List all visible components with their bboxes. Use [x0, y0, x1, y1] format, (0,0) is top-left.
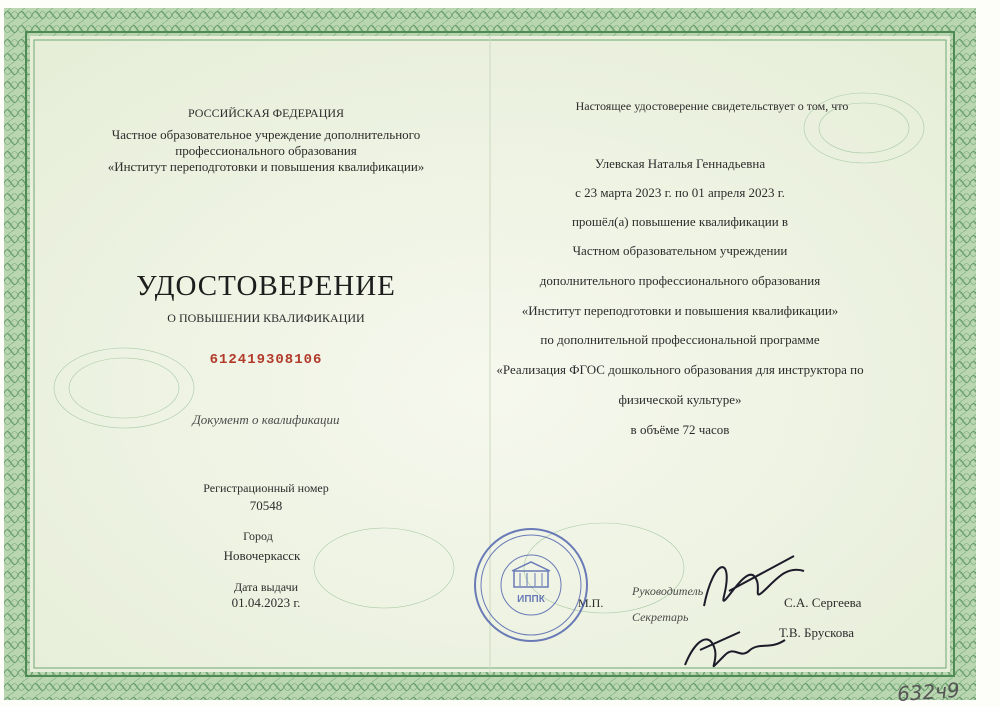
- director-signature: [694, 546, 814, 626]
- document-subtitle: О ПОВЫШЕНИИ КВАЛИФИКАЦИИ: [167, 311, 365, 325]
- course-dates: с 23 марта 2023 г. по 01 апреля 2023 г.: [575, 185, 785, 200]
- completion-text: прошёл(а) повышение квалификации в: [571, 214, 789, 229]
- secretary-name: Т.В. Брускова: [779, 625, 855, 640]
- left-page: [4, 8, 490, 700]
- institution-seal: [472, 526, 590, 644]
- handwritten-number: 632ч9: [896, 677, 961, 707]
- issue-date-label: Дата выдачи: [233, 580, 299, 594]
- document-title: УДОСТОВЕРЕНИЕ: [136, 270, 396, 302]
- svg-text:ИППК: ИППК: [517, 594, 545, 605]
- intro-text: Настоящее удостоверение свидетельствует о том, что: [575, 99, 849, 113]
- program-intro: по дополнительной профессиональной программе: [540, 332, 820, 347]
- mp-label: М.П.: [578, 596, 604, 610]
- org-name-line2: профессионального образования: [175, 143, 357, 158]
- director-name: С.А. Сергеева: [784, 595, 862, 610]
- program-name-line1: «Реализация ФГОС дошкольного образования для инструктора по: [496, 362, 864, 377]
- issue-date-value: 01.04.2023 г.: [231, 595, 301, 610]
- country-label: РОССИЙСКАЯ ФЕДЕРАЦИЯ: [187, 106, 345, 120]
- institution-line3: «Институт переподготовки и повышения квалификации»: [521, 303, 839, 318]
- city-label: Город: [243, 529, 273, 543]
- certificate-sheet: [4, 8, 976, 707]
- serial-number: 612419308106: [209, 352, 323, 368]
- institution-line2: дополнительного профессионального образования: [539, 273, 821, 288]
- holder-name: Улевская Наталья Геннадьевна: [594, 156, 766, 171]
- registration-label: Регистрационный номер: [203, 481, 329, 495]
- institution-line1: Частном образовательном учреждении: [572, 243, 788, 258]
- course-hours: в объёме 72 часов: [630, 422, 730, 437]
- org-name-line3: «Институт переподготовки и повышения квалификации»: [107, 159, 425, 174]
- director-label: Руководитель: [632, 584, 704, 598]
- secretary-label: Секретарь: [632, 610, 689, 624]
- program-name-line2: физической культуре»: [618, 392, 742, 407]
- registration-number: 70548: [249, 498, 283, 513]
- secretary-signature: [680, 620, 790, 680]
- document-type: Документ о квалификации: [192, 412, 340, 427]
- city-value: Новочеркасск: [223, 548, 301, 563]
- org-name-line1: Частное образовательное учреждение дополнительного: [111, 127, 421, 142]
